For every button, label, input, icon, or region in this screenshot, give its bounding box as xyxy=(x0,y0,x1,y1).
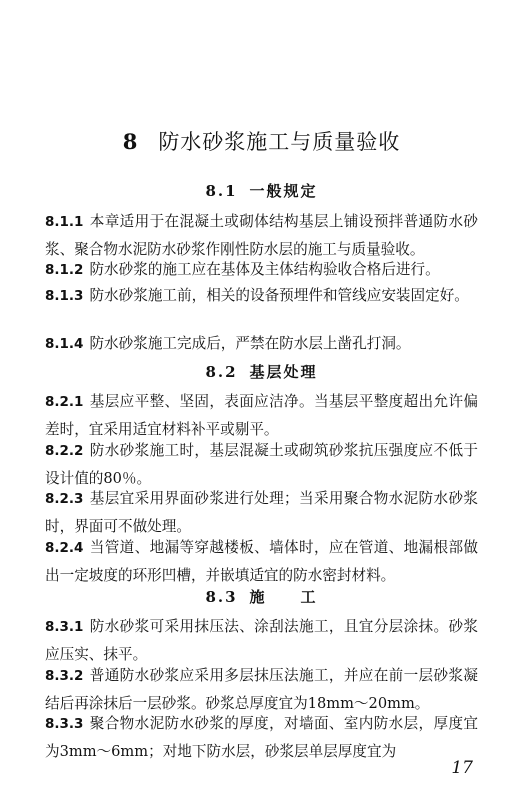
clause-8-2-3 xyxy=(45,485,478,540)
chapter-title xyxy=(0,126,523,156)
section-title-text: 基层处理 xyxy=(249,363,318,381)
clause-8-1-2 xyxy=(45,256,478,284)
clause-number: 8.3.3 xyxy=(45,716,84,732)
clause-text: 防水砂浆的施工应在基体及主体结构验收合格后进行。 xyxy=(89,261,440,278)
clause-8-2-4 xyxy=(45,534,478,589)
clause-number: 8.1.1 xyxy=(45,214,84,230)
clause-number: 8.2.4 xyxy=(45,540,84,556)
section-number: 8.3 xyxy=(205,588,238,606)
section-title-text: 一般规定 xyxy=(249,182,318,200)
clause-8-3-1 xyxy=(45,613,478,668)
clause-text: 当管道、地漏等穿越楼板、墙体时，应在管道、地漏根部做出一定坡度的环形凹槽，并嵌填适宜的防水密封材料。 xyxy=(45,539,478,584)
clause-number: 8.2.1 xyxy=(45,394,84,410)
clause-number: 8.1.4 xyxy=(45,336,84,352)
page-number: 17 xyxy=(451,758,473,778)
clause-8-3-2 xyxy=(45,662,478,717)
clause-number: 8.2.2 xyxy=(45,443,84,459)
chapter-title-text: 防水砂浆施工与质量验收 xyxy=(158,130,401,154)
chapter-number: 8 xyxy=(122,129,139,154)
clause-number: 8.3.2 xyxy=(45,668,84,684)
clause-text: 普通防水砂浆应采用多层抹压法施工，并应在前一层砂浆凝结后再涂抹后一层砂浆。砂浆总厚度宜为18mm～20mm。 xyxy=(45,667,478,712)
section-number: 8.2 xyxy=(205,363,238,381)
section-number: 8.1 xyxy=(205,182,238,200)
clause-text: 防水砂浆施工完成后，严禁在防水层上凿孔打洞。 xyxy=(89,335,411,352)
clause-text: 聚合物水泥防水砂浆的厚度，对墙面、室内防水层，厚度宜为3mm～6mm；对地下防水层，砂浆层单层厚度宜为 xyxy=(45,715,478,760)
clause-text: 防水砂浆施工前，相关的设备预埋件和管线应安装固定好。 xyxy=(89,287,469,304)
clause-number: 8.1.2 xyxy=(45,262,84,278)
section-title-8-3 xyxy=(0,586,523,607)
clause-8-2-1 xyxy=(45,388,478,443)
clause-8-1-4 xyxy=(45,330,478,358)
clause-number: 8.1.3 xyxy=(45,288,84,304)
section-title-8-1 xyxy=(0,180,523,201)
clause-8-1-3 xyxy=(45,282,478,310)
clause-text: 基层应平整、坚固，表面应洁净。当基层平整度超出允许偏差时，宜采用适宜材料补平或剔平。 xyxy=(45,393,478,438)
clause-8-1-1 xyxy=(45,208,478,263)
section-title-8-2 xyxy=(0,361,523,382)
clause-8-3-3 xyxy=(45,710,478,765)
clause-text: 防水砂浆施工时，基层混凝土或砌筑砂浆抗压强度应不低于设计值的80％。 xyxy=(45,442,478,487)
clause-text: 基层宜采用界面砂浆进行处理；当采用聚合物水泥防水砂浆时，界面可不做处理。 xyxy=(45,490,478,535)
clause-number: 8.2.3 xyxy=(45,491,84,507)
section-title-text: 施 工 xyxy=(249,588,318,606)
clause-text: 本章适用于在混凝土或砌体结构基层上铺设预拌普通防水砂浆、聚合物水泥防水砂浆作刚性防水层的施工与质量验收。 xyxy=(45,213,478,258)
clause-8-2-2 xyxy=(45,437,478,492)
clause-number: 8.3.1 xyxy=(45,619,84,635)
clause-text: 防水砂浆可采用抹压法、涂刮法施工，且宜分层涂抹。砂浆应压实、抹平。 xyxy=(45,618,478,663)
